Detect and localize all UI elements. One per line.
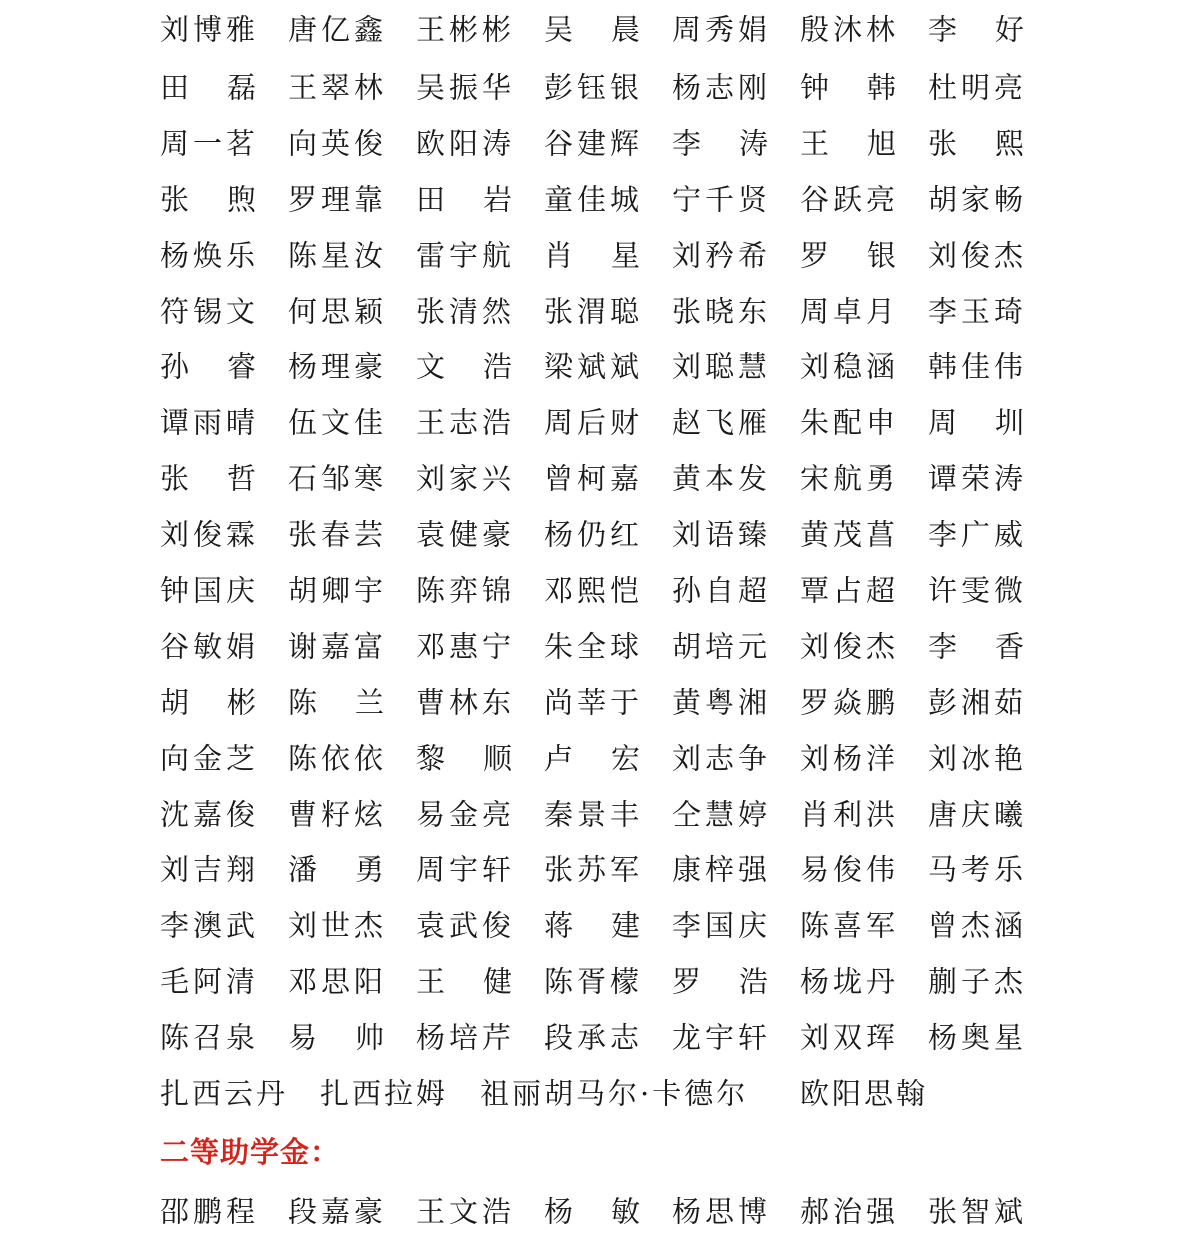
name-cell: 曾杰涵: [928, 908, 1028, 943]
name-cell: 肖 星: [544, 238, 640, 273]
name-cell: 田 磊: [160, 70, 256, 105]
document-body: [160, 0, 1030, 1240]
name-row: [160, 172, 1030, 228]
name-cell: 李广威: [928, 517, 1028, 552]
name-cell: 谭雨晴: [160, 405, 260, 440]
name-cell: 周一茗: [160, 126, 260, 161]
name-cell: 王翠林: [288, 70, 388, 105]
name-cell: 扎西拉姆: [320, 1076, 449, 1111]
name-cell: 唐亿鑫: [288, 12, 388, 47]
name-cell: 李 涛: [672, 126, 768, 161]
name-row: [160, 787, 1030, 843]
name-cell: 易俊伟: [800, 852, 900, 887]
name-cell: 符锡文: [160, 294, 260, 328]
name-cell: 曹林东: [416, 685, 516, 720]
name-cell: 朱全球: [544, 629, 644, 664]
name-cell: 张晓东: [672, 294, 772, 328]
name-cell: 刘语臻: [672, 517, 772, 552]
name-cell: 向金芝: [160, 741, 260, 776]
name-cell: 曾柯嘉: [544, 461, 644, 496]
name-cell: 张春芸: [288, 517, 388, 552]
name-row: [160, 563, 1030, 619]
name-row: [160, 507, 1030, 563]
name-cell: 肖利洪: [800, 797, 900, 832]
name-cell: 王 旭: [800, 126, 896, 161]
name-cell: 李国庆: [672, 908, 772, 943]
name-cell: 刘俊霖: [160, 517, 260, 552]
name-cell: 胡培元: [672, 629, 772, 664]
name-cell: 欧阳涛: [416, 126, 516, 161]
name-cell: 王志浩: [416, 405, 516, 440]
name-cell: 张智斌: [928, 1194, 1028, 1229]
name-row: [160, 842, 1030, 898]
name-cell: 刘矜希: [672, 238, 772, 273]
name-cell: 杨垅丹: [800, 964, 900, 999]
name-cell: 周 圳: [928, 405, 1024, 440]
name-cell: 石邹寒: [288, 461, 388, 496]
name-cell: 张清然: [416, 294, 516, 328]
name-row: [160, 954, 1030, 1010]
name-cell: 黄茂菖: [800, 517, 900, 552]
name-row: [160, 675, 1030, 731]
name-cell: 梁斌斌: [544, 349, 644, 384]
name-row: [160, 339, 1030, 395]
name-cell: 许雯微: [928, 573, 1028, 608]
name-cell: 黄粤湘: [672, 685, 772, 720]
name-cell: 田 岩: [416, 182, 512, 217]
name-cell: 张苏军: [544, 852, 644, 887]
name-cell: 向英俊: [288, 126, 388, 161]
name-cell: 罗 银: [800, 238, 896, 273]
name-cell: 刘双珲: [800, 1020, 900, 1055]
name-cell: 刘俊杰: [928, 238, 1028, 273]
name-cell: 彭湘茹: [928, 685, 1028, 720]
name-cell: 文 浩: [416, 349, 512, 384]
name-cell: 刘杨洋: [800, 741, 900, 776]
name-cell: 仝慧婷: [672, 797, 772, 832]
name-cell: 袁武俊: [416, 908, 516, 943]
name-cell: 蒋 建: [544, 908, 640, 943]
name-cell: 张 哲: [160, 461, 256, 496]
name-cell: 赵飞雁: [672, 405, 772, 440]
name-cell: 王 健: [416, 964, 512, 999]
name-cell: 王文浩: [416, 1194, 516, 1229]
name-row: [160, 619, 1030, 675]
name-cell: 谭荣涛: [928, 461, 1028, 496]
name-cell: 覃占超: [800, 573, 900, 608]
name-cell: 杨 敏: [544, 1194, 640, 1229]
name-cell: 钟国庆: [160, 573, 260, 608]
name-cell: 陈依依: [288, 741, 388, 776]
name-row: [160, 284, 1030, 340]
name-row: [160, 1010, 1030, 1066]
name-cell: 张渭聪: [544, 294, 644, 328]
second-class-name-list: [160, 1184, 1030, 1240]
name-cell: 邵鹏程: [160, 1194, 260, 1229]
name-row: [160, 898, 1030, 954]
name-cell: 周宇轩: [416, 852, 516, 887]
name-cell: 李玉琦: [928, 294, 1028, 328]
name-cell: 黎 顺: [416, 741, 512, 776]
name-row: [160, 451, 1030, 507]
name-cell: 康梓强: [672, 852, 772, 887]
name-cell: 刘家兴: [416, 461, 516, 496]
name-cell: 扎西云丹: [160, 1076, 289, 1111]
name-cell: 伍文佳: [288, 405, 388, 440]
name-cell: 陈星汝: [288, 238, 388, 273]
name-cell: 刘博雅: [160, 12, 260, 47]
name-cell: 吴振华: [416, 70, 516, 105]
name-cell: 潘 勇: [288, 852, 384, 887]
name-cell: 毛阿清: [160, 964, 260, 999]
name-cell: 彭钰银: [544, 70, 644, 105]
name-cell: 刘稳涵: [800, 349, 900, 384]
name-cell: 朱配申: [800, 405, 900, 440]
name-cell: 龙宇轩: [672, 1020, 772, 1055]
name-cell: 黄本发: [672, 461, 772, 496]
name-cell: 童佳城: [544, 182, 644, 217]
name-cell: 杨志刚: [672, 70, 772, 105]
name-cell: 曹籽炫: [288, 797, 388, 832]
name-cell: 邓惠宁: [416, 629, 516, 664]
name-cell: 刘吉翔: [160, 852, 260, 887]
name-cell: 杨理豪: [288, 349, 388, 384]
name-cell: 蒯子杰: [928, 964, 1028, 999]
section-heading-second-class: 二等助学金：: [160, 1135, 341, 1170]
name-cell: 吴 晨: [544, 12, 640, 47]
name-cell: 孙自超: [672, 573, 772, 608]
name-cell: 罗 浩: [672, 964, 768, 999]
name-cell: 尚莘于: [544, 685, 644, 720]
name-cell: 刘聪慧: [672, 349, 772, 384]
name-cell: 谷跃亮: [800, 182, 900, 217]
name-cell: 孙 睿: [160, 349, 256, 384]
name-cell: 陈 兰: [288, 685, 384, 720]
name-cell: 郝治强: [800, 1194, 900, 1229]
name-cell: 张 煦: [160, 182, 256, 217]
name-cell: 罗焱鹏: [800, 685, 900, 720]
name-cell: 陈胥檬: [544, 964, 644, 999]
name-cell: 谷敏娟: [160, 629, 260, 664]
name-cell: 邓思阳: [288, 964, 388, 999]
name-cell: 邓熙恺: [544, 573, 644, 608]
name-cell: 卢 宏: [544, 741, 640, 776]
name-cell: 秦景丰: [544, 797, 644, 832]
name-cell: 陈弈锦: [416, 573, 516, 608]
name-cell: 刘世杰: [288, 908, 388, 943]
name-cell: 欧阳思翰: [800, 1076, 929, 1111]
name-row: [160, 116, 1030, 172]
name-row: [160, 0, 1030, 60]
name-cell: 周后财: [544, 405, 644, 440]
name-cell: 陈召泉: [160, 1020, 260, 1055]
name-cell: 钟 韩: [800, 70, 896, 105]
name-cell: 杨奥星: [928, 1020, 1028, 1055]
name-row: [160, 731, 1030, 787]
name-cell: 杨仍红: [544, 517, 644, 552]
name-cell: 陈喜军: [800, 908, 900, 943]
name-cell: 杜明亮: [928, 70, 1028, 105]
name-cell: 谢嘉富: [288, 629, 388, 664]
name-cell: 谷建辉: [544, 126, 644, 161]
name-cell: 段承志: [544, 1020, 644, 1055]
name-cell: 李澳武: [160, 908, 260, 943]
name-cell: 沈嘉俊: [160, 797, 260, 832]
name-cell: 易 帅: [288, 1020, 384, 1055]
name-cell: 杨思博: [672, 1194, 772, 1229]
name-cell: 李 香: [928, 629, 1024, 664]
name-cell: 王彬彬: [416, 12, 516, 47]
name-cell: 袁健豪: [416, 517, 516, 552]
name-cell: 雷宇航: [416, 238, 516, 273]
name-row: [160, 395, 1030, 451]
name-cell: 马考乐: [928, 852, 1028, 887]
name-cell: 周卓月: [800, 294, 900, 328]
name-cell: 殷沐林: [800, 12, 900, 47]
name-cell: 胡家畅: [928, 182, 1028, 217]
name-cell: 何思颖: [288, 294, 388, 328]
name-cell: 胡 彬: [160, 685, 256, 720]
name-cell: 刘俊杰: [800, 629, 900, 664]
name-cell: 易金亮: [416, 797, 516, 832]
name-cell: 刘志争: [672, 741, 772, 776]
name-cell: 罗理靠: [288, 182, 388, 217]
name-cell: 李 好: [928, 12, 1024, 47]
name-cell: 韩佳伟: [928, 349, 1028, 384]
long-name-row: [160, 1066, 1030, 1122]
name-cell: 胡卿宇: [288, 573, 388, 608]
name-row: [160, 1184, 1030, 1240]
name-cell: 宁千贤: [672, 182, 772, 217]
first-class-name-list: [160, 0, 1030, 1066]
name-cell: 杨焕乐: [160, 238, 260, 273]
name-cell: 唐庆曦: [928, 797, 1028, 832]
name-cell: 张 熙: [928, 126, 1024, 161]
name-cell: 杨培芹: [416, 1020, 516, 1055]
name-cell: 段嘉豪: [288, 1194, 388, 1229]
name-cell: 周秀娟: [672, 12, 772, 47]
name-row: [160, 60, 1030, 116]
name-row: [160, 228, 1030, 284]
name-cell: 宋航勇: [800, 461, 900, 496]
name-cell: 刘冰艳: [928, 741, 1028, 776]
name-cell: 祖丽胡马尔·卡德尔: [480, 1076, 749, 1111]
